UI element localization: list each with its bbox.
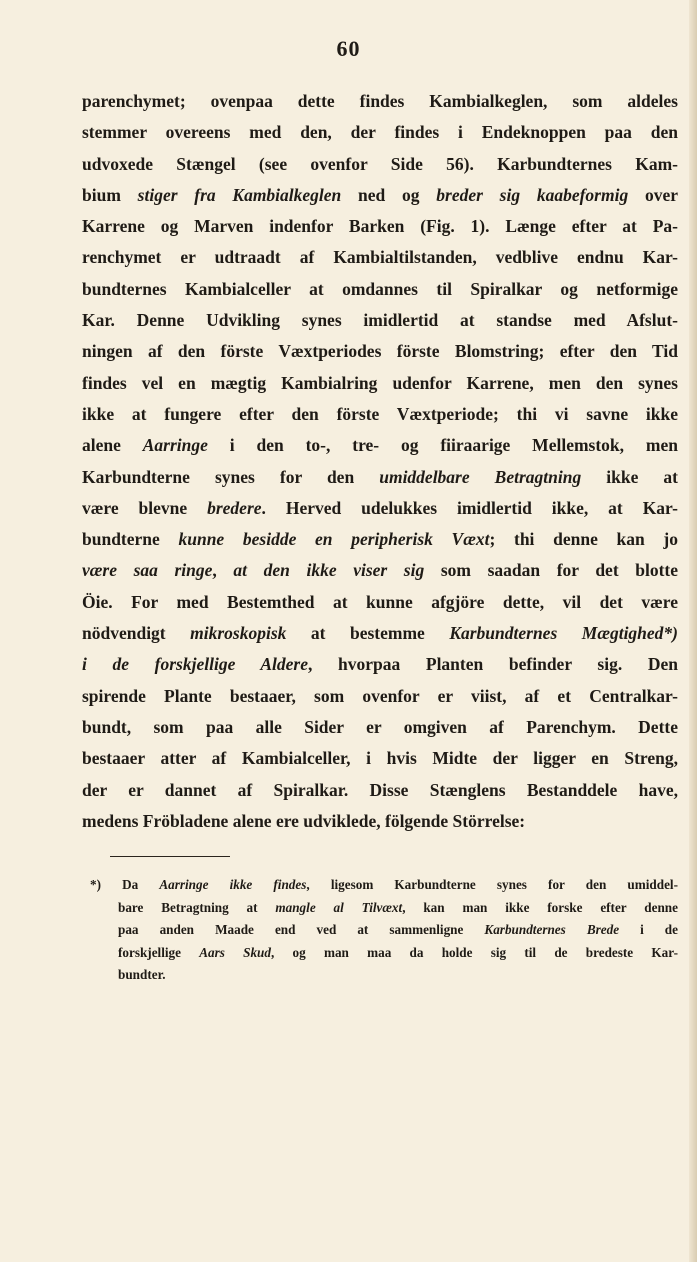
text-run: bundternes Kambialceller at omdannes til Spiralkar og netformige [82,278,678,299]
italic-phrase: mangle al Tilvæxt [275,899,403,915]
body-line [82,211,678,242]
text-run: paa anden Maade end ved at sammenligne [118,922,485,937]
italic-phrase: Karbundternes Mægtighed*) [449,623,678,644]
footnote-separator [110,856,230,857]
text-run: renchymet er udtraadt af Kambialtilstanden, vedblive endnu Kar- [82,247,678,268]
body-line [82,555,678,586]
italic-phrase: bredere [207,497,262,518]
italic-phrase: breder sig kaabeformig [436,184,629,205]
text-run: Karbundterne synes for den [82,466,380,487]
text-run: bestaaer atter af Kambialceller, i hvis Midte der ligger en Streng, [82,748,678,769]
text-run: Kar. Denne Udvikling synes imidlertid at standse med Afslut- [82,310,678,331]
italic-phrase: være saa ringe [82,560,213,581]
text-run: over [628,184,678,205]
italic-phrase: mikroskopisk [190,623,287,644]
body-line [82,775,678,806]
body-line [82,493,678,524]
italic-phrase: Aarringe [142,435,208,456]
text-run: , kan man ikke forske efter denne [402,899,678,915]
footnote-line [100,897,678,920]
text-run: bundterne [82,529,179,550]
text-run: bium [82,184,138,205]
text-run: stemmer overeens med den, der findes i Endeknoppen paa den [82,122,678,143]
text-run: være blevne [82,497,208,518]
text-run: , [212,560,234,581]
text-run: ningen af den förste Væxtperiodes förste Blomstring; efter den Tid [82,341,678,362]
body-line [82,305,678,336]
text-run: nödvendigt [82,623,191,644]
body-line [82,462,678,493]
text-run: medens Fröbladene alene ere udviklede, fölgende Störrelse: [82,810,526,831]
text-run: ; thi denne kan jo [489,529,678,550]
text-run: i den to-, tre- og fiiraarige Mellemstok, men [207,435,678,456]
text-run: ikke at [581,466,678,487]
text-run: Öie. For med Bestemthed at kunne afgjöre dette, vil det være [82,591,678,612]
italic-phrase: at den ikke viser sig [233,560,425,581]
text-run: ned og [341,184,437,205]
body-line [82,712,678,743]
text-run: . Herved udelukkes imidlertid ikke, at Kar- [261,497,678,518]
body-line [82,399,678,430]
body-line [82,649,678,680]
footnote-line [100,919,678,942]
text-run: , hvorpaa Planten befinder sig. Den [307,654,678,675]
body-line [82,430,678,461]
footnote-line [100,942,678,965]
italic-phrase: Aarringe ikke findes [159,877,307,892]
text-run: ikke at fungere efter den förste Væxtperiode; thi vi savne ikke [82,403,678,424]
text-run: som saadan for det blotte [424,560,678,581]
page-number: 60 [336,36,361,61]
page-edge-shadow [689,0,697,1262]
footnote [90,874,678,987]
text-run: *) Da [90,877,160,892]
body-line [82,86,678,117]
body-line [82,242,678,273]
text-run: der er dannet af Spiralkar. Disse Stænglens Bestanddele have, [82,779,678,800]
body-line [82,587,678,618]
text-run: bare Betragtning at [118,899,276,915]
body-line [82,806,678,837]
text-run: bundt, som paa alle Sider er omgiven af Parenchym. Dette [82,716,678,737]
italic-phrase: umiddelbare Betragtning [379,466,582,487]
text-run: alene [82,435,143,456]
body-line [82,180,678,211]
text-run: , ligesom Karbundterne synes for den umiddel- [306,877,678,892]
body-line [82,149,678,180]
text-run: findes vel en mægtig Kambialring udenfor Karrene, men den synes [82,372,678,393]
text-run: udvoxede Stængel (see ovenfor Side 56). Karbundternes Kam- [82,153,678,174]
body-line [82,274,678,305]
body-line [82,743,678,774]
text-run: bundter. [118,967,166,982]
text-run: parenchymet; ovenpaa dette findes Kambialkeglen, som aldeles [82,91,678,111]
body-text [82,86,678,837]
text-run: i de [619,922,678,937]
italic-phrase: kunne besidde en peripherisk Væxt [178,529,490,550]
body-line [82,618,678,649]
text-run: , og man maa da holde sig til de bredeste Kar- [271,944,678,960]
body-line [82,524,678,555]
body-line [82,368,678,399]
footnote-line [90,874,678,897]
body-line [82,117,678,148]
italic-phrase: Karbundternes Brede [484,922,620,937]
text-run: at bestemme [286,623,450,644]
body-line [82,681,678,712]
italic-phrase: i de forskjellige Aldere [82,654,308,675]
footnote-line [100,964,678,987]
text-run: spirende Plante bestaaer, som ovenfor er viist, af et Centralkar- [82,685,678,706]
text-run: Karrene og Marven indenfor Barken (Fig. 1). Længe efter at Pa- [82,216,678,237]
text-run: forskjellige [118,944,200,960]
body-line [82,336,678,367]
italic-phrase: stiger fra Kambialkeglen [137,184,342,205]
italic-phrase: Aars Skud [199,944,271,960]
